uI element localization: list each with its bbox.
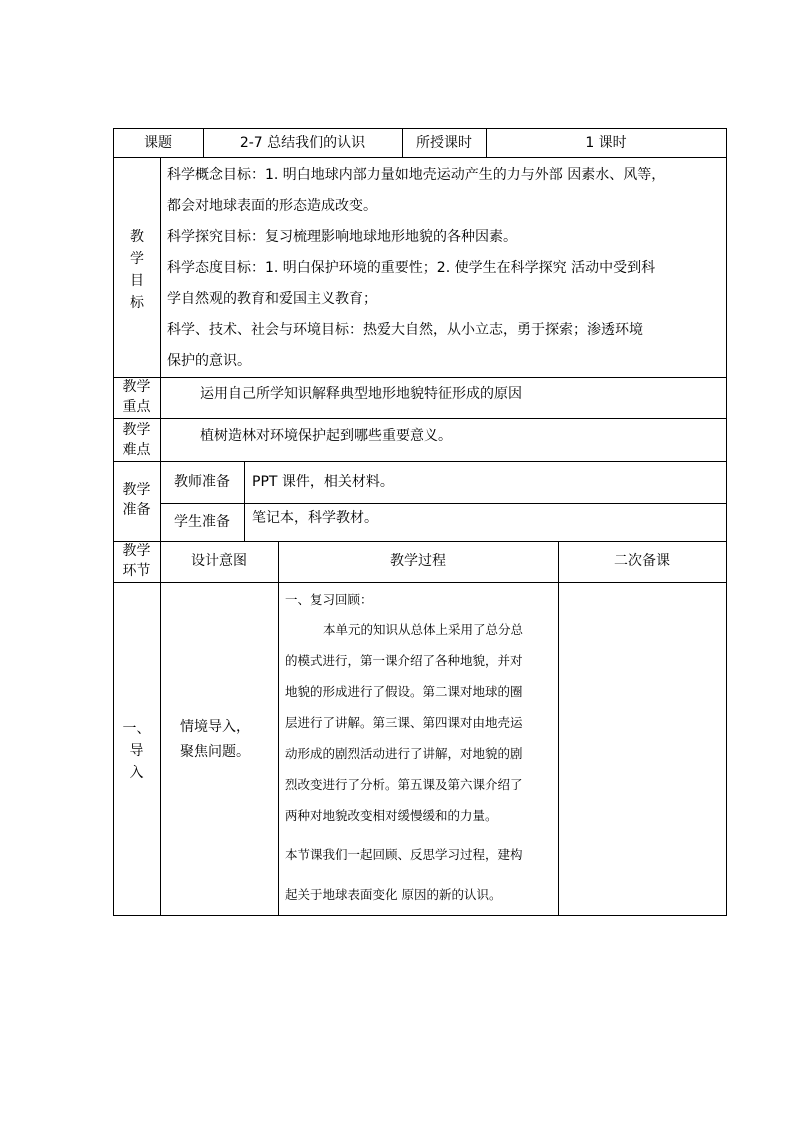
table-border <box>113 128 114 916</box>
teacher-prep-value: PPT 课件，相关材料。 <box>252 474 394 490</box>
table-border <box>113 461 726 462</box>
design-intent: 情境导入， <box>180 719 250 735</box>
student-prep-value: 笔记本，科学教材。 <box>252 510 378 526</box>
table-border <box>113 915 726 916</box>
table-border <box>160 157 161 915</box>
objectives-label: 教学目标 <box>130 229 144 311</box>
preparation-label: 教学 <box>122 482 151 498</box>
table-border <box>558 541 559 915</box>
difficulties-label: 教学 <box>122 422 151 438</box>
difficulties-label: 难点 <box>122 442 151 458</box>
table-border <box>244 461 245 541</box>
table-border <box>113 541 726 542</box>
objective-line: 科学概念目标：1. 明白地球内部力量如地壳运动产生的力与外部 因素水、风等， <box>167 167 666 183</box>
objective-line: 学自然观的教育和爱国主义教育； <box>167 291 377 307</box>
process-line: 烈改变进行了分析。第五课及第六课介绍了 <box>285 777 523 792</box>
difficulties-value: 植树造林对环境保护起到哪些重要意义。 <box>200 428 452 444</box>
process-line: 层进行了讲解。第三课、第四课对由地壳运 <box>285 715 523 730</box>
process-line: 一、复习回顾： <box>285 592 373 607</box>
preparation-label: 准备 <box>122 502 151 518</box>
design-intent: 聚焦问题。 <box>180 744 250 760</box>
teacher-prep-label: 教师准备 <box>174 474 230 490</box>
intent-column-header: 设计意图 <box>191 553 247 569</box>
table-border <box>113 418 726 419</box>
key-points-label: 教学 <box>122 379 151 395</box>
objective-line: 科学探究目标：复习梳理影响地球地形地貌的各种因素。 <box>167 229 517 245</box>
topic-label: 课题 <box>144 135 172 151</box>
table-border <box>278 541 279 915</box>
table-border <box>726 128 727 916</box>
process-line: 本节课我们一起回顾、反思学习过程，建构 <box>285 847 523 862</box>
process-line: 地貌的形成进行了假设。第二课对地球的圈 <box>285 684 523 699</box>
student-prep-label: 学生准备 <box>174 514 230 530</box>
table-border <box>113 582 726 583</box>
table-border <box>113 128 726 129</box>
key-points-label: 重点 <box>122 399 151 415</box>
table-border <box>113 157 726 158</box>
process-line: 起关于地球表面变化 原因的新的认识。 <box>285 887 502 902</box>
process-line: 本单元的知识从总体上采用了总分总 <box>323 622 524 637</box>
process-line: 的模式进行，第一课介绍了各种地貌，并对 <box>285 653 523 668</box>
hours-value: 1 课时 <box>585 135 627 151</box>
process-line: 两种对地貌改变相对缓慢缓和的力量。 <box>285 808 498 823</box>
stage-name: 入 <box>129 765 144 781</box>
stage-header-label: 环节 <box>122 563 151 579</box>
objective-line: 科学态度目标：1. 明白保护环境的重要性；2. 使学生在科学探究 活动中受到科 <box>167 260 656 276</box>
second-prep-column-header: 二次备课 <box>614 553 670 569</box>
process-line: 动形成的剧烈活动进行了讲解，对地貌的剧 <box>285 746 523 761</box>
table-border <box>113 377 726 378</box>
objective-line: 都会对地球表面的形态造成改变。 <box>167 198 377 214</box>
topic-value: 2-7 总结我们的认识 <box>239 135 366 151</box>
stage-header-label: 教学 <box>122 543 151 559</box>
hours-label: 所授课时 <box>416 135 472 151</box>
objective-line: 科学、技术、社会与环境目标：热爱大自然，从小立志，勇于探索；渗透环境 <box>167 322 643 338</box>
stage-name: 一、 <box>122 721 151 737</box>
key-points-value: 运用自己所学知识解释典型地形地貌特征形成的原因 <box>200 386 522 402</box>
process-column-header: 教学过程 <box>390 553 446 569</box>
objective-line: 保护的意识。 <box>167 353 251 369</box>
stage-name: 导 <box>129 743 144 759</box>
